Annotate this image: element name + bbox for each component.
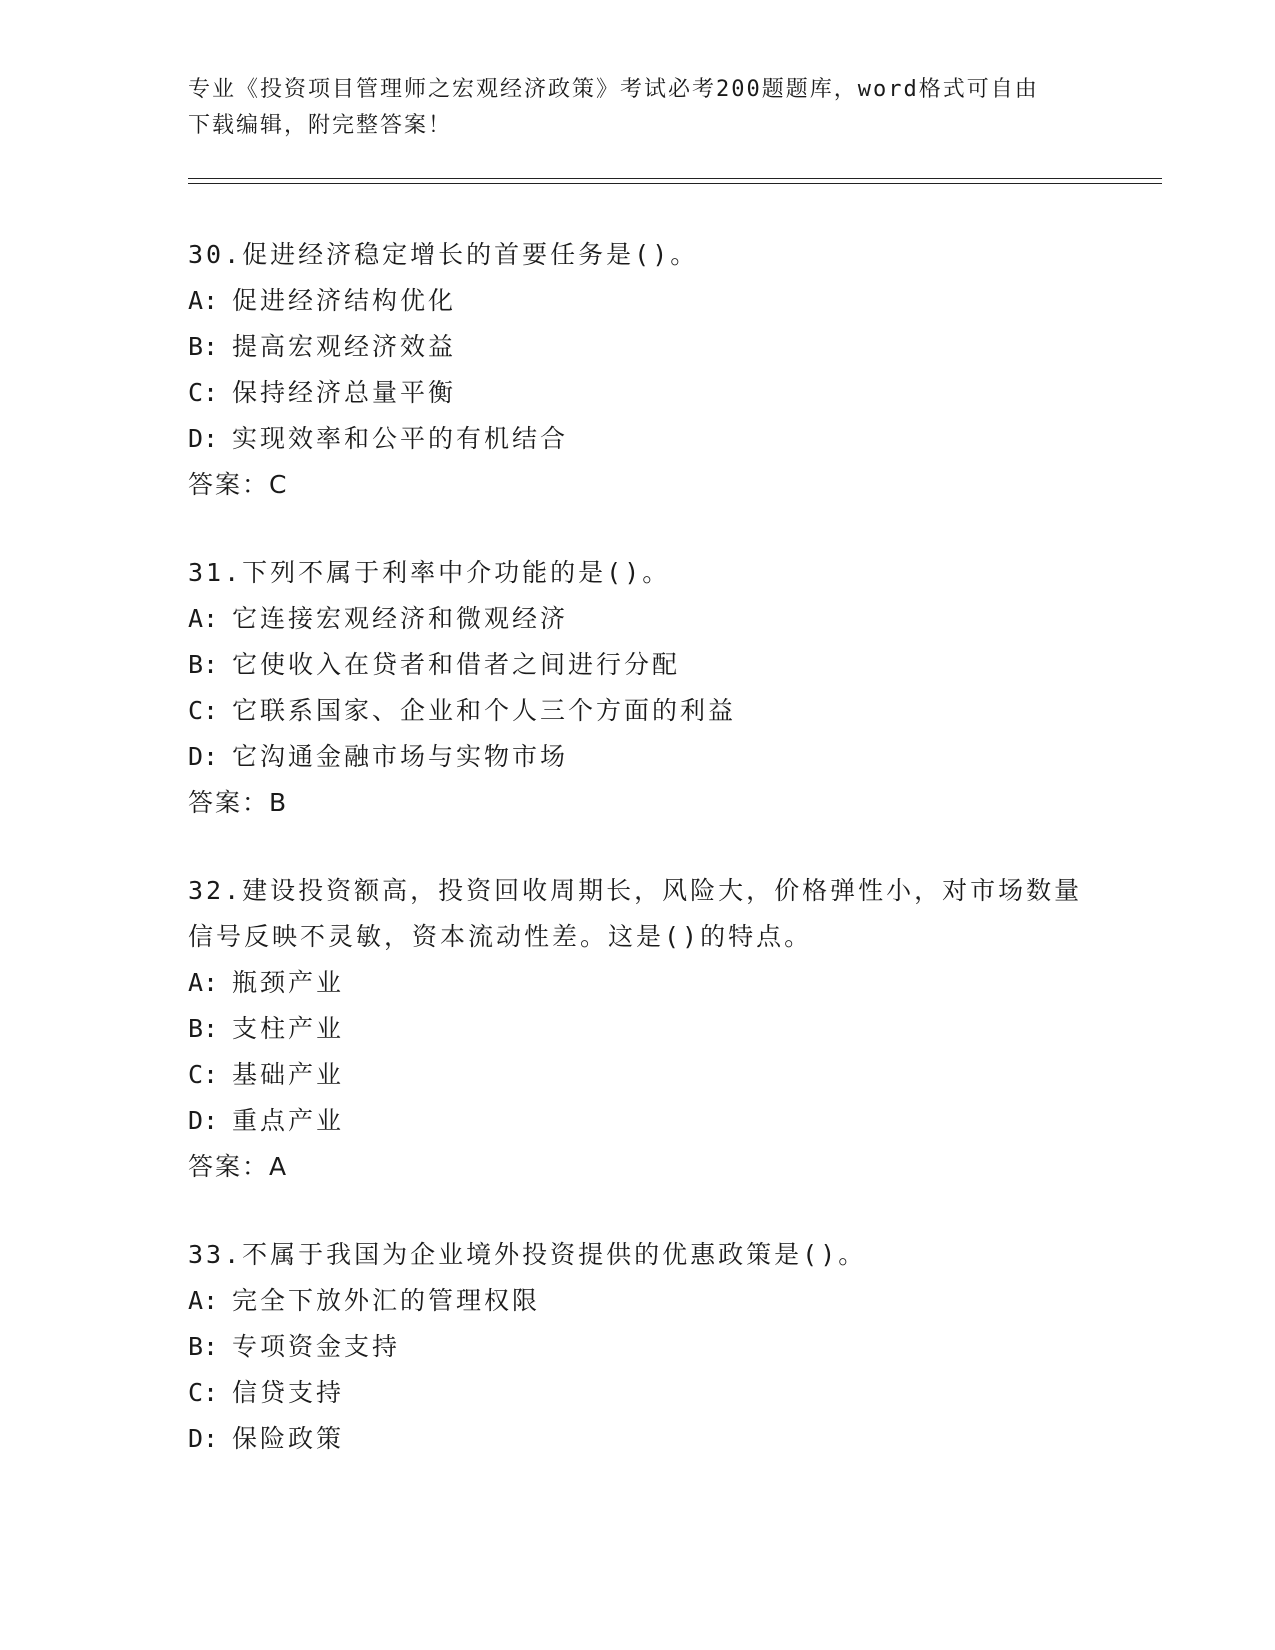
option-key: D: xyxy=(188,1424,219,1453)
answer-line: 答案：B xyxy=(188,788,289,817)
option-text: 实现效率和公平的有机结合 xyxy=(232,424,569,453)
option-text: 专项资金支持 xyxy=(232,1332,401,1361)
question-31 xyxy=(188,550,1088,826)
option-text: 重点产业 xyxy=(232,1106,345,1135)
option-key: B: xyxy=(188,332,219,361)
option-d xyxy=(188,1416,1088,1462)
option-key: D: xyxy=(188,742,219,771)
option-key: D: xyxy=(188,1106,219,1135)
option-c xyxy=(188,1052,1088,1098)
option-a xyxy=(188,278,1088,324)
option-key: C: xyxy=(188,696,219,725)
option-text: 保持经济总量平衡 xyxy=(232,378,457,407)
option-text: 提高宏观经济效益 xyxy=(232,332,457,361)
option-key: A: xyxy=(188,604,219,633)
option-key: C: xyxy=(188,1378,219,1407)
question-text: 31.下列不属于利率中介功能的是()。 xyxy=(188,558,671,587)
option-key: A: xyxy=(188,968,219,997)
option-key: B: xyxy=(188,1014,219,1043)
option-b xyxy=(188,1006,1088,1052)
question-33 xyxy=(188,1232,1088,1462)
option-text: 完全下放外汇的管理权限 xyxy=(232,1286,541,1315)
option-key: C: xyxy=(188,378,219,407)
option-c xyxy=(188,688,1088,734)
header-line-2: 下载编辑，附完整答案！ xyxy=(188,113,453,138)
option-c xyxy=(188,370,1088,416)
option-text: 它联系国家、企业和个人三个方面的利益 xyxy=(232,696,737,725)
option-a xyxy=(188,960,1088,1006)
option-key: C: xyxy=(188,1060,219,1089)
option-text: 基础产业 xyxy=(232,1060,345,1089)
option-d xyxy=(188,1098,1088,1144)
option-text: 它沟通金融市场与实物市场 xyxy=(232,742,569,771)
option-key: B: xyxy=(188,1332,219,1361)
option-text: 信贷支持 xyxy=(232,1378,345,1407)
option-text: 促进经济结构优化 xyxy=(232,286,457,315)
document-header xyxy=(188,72,1088,144)
option-a xyxy=(188,1278,1088,1324)
header-divider-bottom xyxy=(188,183,1162,184)
option-a xyxy=(188,596,1088,642)
option-key: B: xyxy=(188,650,219,679)
question-list xyxy=(188,232,1088,1504)
option-d xyxy=(188,734,1088,780)
option-d xyxy=(188,416,1088,462)
option-key: A: xyxy=(188,1286,219,1315)
question-text: 32.建设投资额高，投资回收周期长，风险大，价格弹性小，对市场数量信号反映不灵敏，资本流动性差。这是()的特点。 xyxy=(188,876,1083,951)
option-text: 它使收入在贷者和借者之间进行分配 xyxy=(232,650,681,679)
question-32 xyxy=(188,868,1088,1190)
option-text: 瓶颈产业 xyxy=(232,968,345,997)
option-c xyxy=(188,1370,1088,1416)
option-b xyxy=(188,642,1088,688)
option-text: 它连接宏观经济和微观经济 xyxy=(232,604,569,633)
question-30 xyxy=(188,232,1088,508)
answer-line: 答案：A xyxy=(188,1152,289,1181)
question-text: 33.不属于我国为企业境外投资提供的优惠政策是()。 xyxy=(188,1240,867,1269)
option-b xyxy=(188,324,1088,370)
header-divider-top xyxy=(188,178,1162,179)
answer-line: 答案：C xyxy=(188,470,289,499)
header-line-1: 专业《投资项目管理师之宏观经济政策》考试必考200题题库，word格式可自由 xyxy=(188,77,1039,102)
option-key: D: xyxy=(188,424,219,453)
option-text: 保险政策 xyxy=(232,1424,345,1453)
option-text: 支柱产业 xyxy=(232,1014,345,1043)
question-text: 30.促进经济稳定增长的首要任务是()。 xyxy=(188,240,699,269)
option-b xyxy=(188,1324,1088,1370)
option-key: A: xyxy=(188,286,219,315)
